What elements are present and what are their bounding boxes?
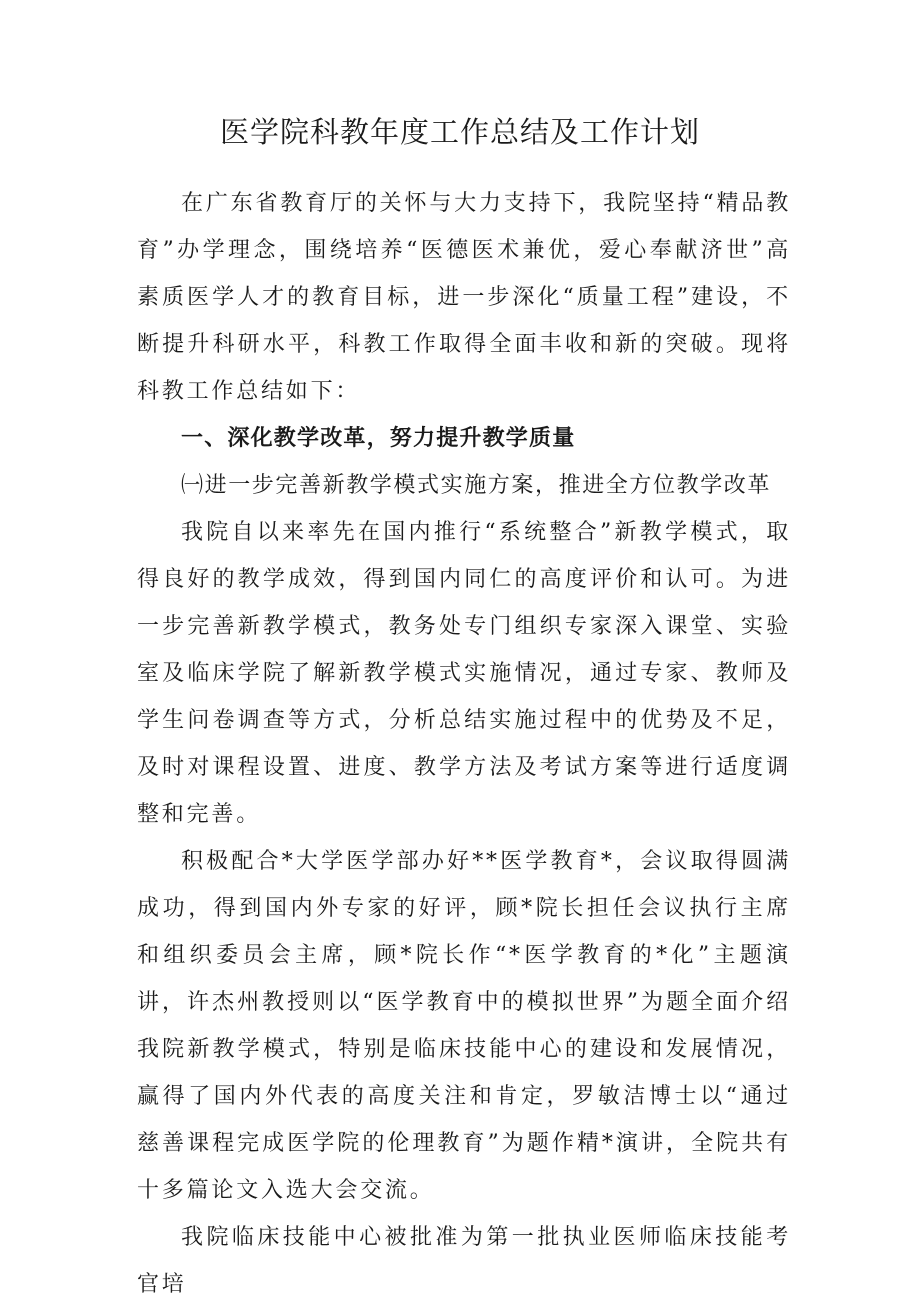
intro-paragraph: 在广东省教育厅的关怀与大力支持下，我院坚持“精品教育”办学理念，围绕培养“医德医术兼优，爱心奉献济世”高素质医学人才的教育目标，进一步深化“质量工程”建设，不断提升科研水平，科教工作取得全面丰收和新的突破。现将科教工作总结如下：: [137, 191, 791, 404]
document-title: 医学院科教年度工作总结及工作计划: [219, 115, 700, 149]
body-paragraph: 我院自以来率先在国内推行“系统整合”新教学模式，取得良好的教学成效，得到国内同仁的高度评价和认可。为进一步完善新教学模式，教务处专门组织专家深入课堂、实验室及临床学院了解新教学模式实施情况，通过专家、教师及学生问卷调查等方式，分析总结实施过程中的优势及不足，及时对课程设置、进度、教学方法及考试方案等进行适度调整和完善。: [137, 520, 791, 827]
body-paragraph: 积极配合*大学医学部办好**医学教育*，会议取得圆满成功，得到国内外专家的好评，顾*院长担任会议执行主席和组织委员会主席，顾*院长作“*医学教育的*化”主题演讲，许杰州教授则以“医学教育中的模拟世界”为题全面介绍我院新教学模式，特别是临床技能中心的建设和发展情况，赢得了国内外代表的高度关注和肯定，罗敏洁博士以“通过慈善课程完成医学院的伦理教育”为题作精*演讲，全院共有十多篇论文入选大会交流。: [137, 849, 791, 1203]
document-body: [137, 180, 791, 1308]
body-paragraph: 我院临床技能中心被批准为第一批执业医师临床技能考官培: [137, 1225, 791, 1297]
section-heading: 一、深化教学改革，努力提升教学质量: [181, 426, 576, 451]
subsection-heading: ㈠进一步完善新教学模式实施方案，推进全方位教学改革: [181, 473, 772, 498]
